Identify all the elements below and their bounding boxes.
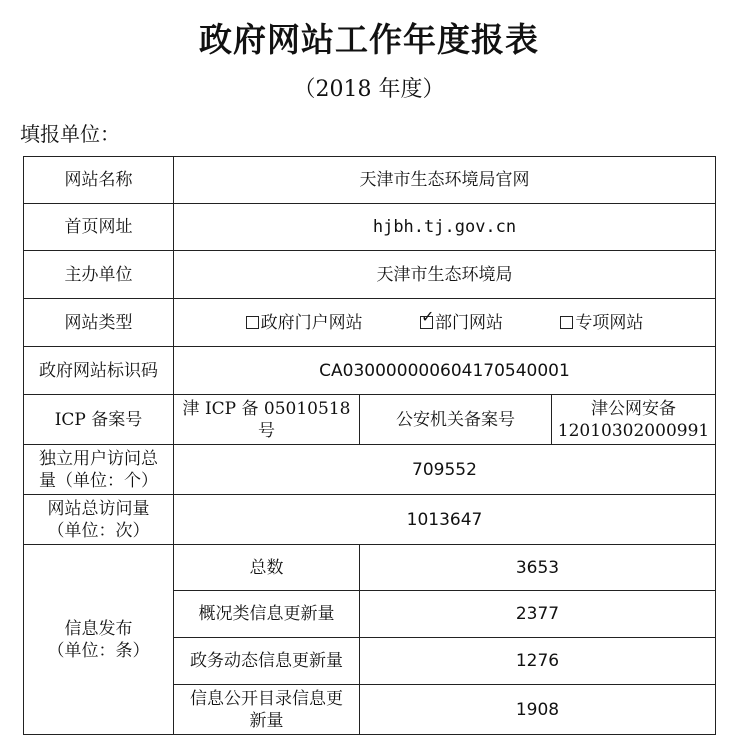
site-id-label: 政府网站标识码 [24,347,174,395]
table-row [24,299,716,347]
total-visits-label: 网站总访问量 （单位：次） [24,495,174,545]
icp-value: 津 ICP 备 05010518 号 [174,395,360,445]
checkbox-empty[interactable] [246,316,259,329]
icp-label: ICP 备案号 [24,395,174,445]
unique-visitors-value: 709552 [174,445,716,495]
info-publish-label: 信息发布 （单位：条） [24,545,174,735]
table-row [24,445,716,495]
report-year: （2018 年度） [293,77,445,102]
table-row [24,495,716,545]
site-type-options [174,299,716,347]
overview-update-value: 2377 [360,591,716,638]
table-row [24,204,716,251]
organizer-label: 主办单位 [24,251,174,299]
unique-visitors-label: 独立用户访问总 量（单位：个） [24,445,174,495]
total-visits-value: 1013647 [174,495,716,545]
report-table [23,156,716,735]
overview-update-label: 概况类信息更新量 [174,591,360,638]
check-mark-icon: ✓ [421,306,435,326]
filler-label: 填报单位： [20,122,120,146]
homepage-label: 首页网址 [24,204,174,251]
checkbox-empty[interactable] [560,316,573,329]
organizer-value: 天津市生态环境局 [174,251,716,299]
site-type-option-department[interactable]: ✓ 部门网站 [421,306,503,333]
catalog-update-label: 信息公开目录信息更 新量 [174,685,360,735]
site-name-label: 网站名称 [24,157,174,204]
site-id-value: CA030000000604170540001 [174,347,716,395]
site-type-option-special[interactable]: 专项网站 [560,312,643,334]
table-row [24,395,716,445]
table-row [24,251,716,299]
homepage-url[interactable]: hjbh.tj.gov.cn [174,204,716,251]
police-record-value: 津公网安备 12010302000991 [552,395,716,445]
news-update-value: 1276 [360,638,716,685]
table-row [24,545,716,591]
info-total-value: 3653 [360,545,716,591]
news-update-label: 政务动态信息更新量 [174,638,360,685]
site-type-option-portal[interactable]: 政府门户网站 [246,312,363,334]
table-row [24,347,716,395]
info-total-label: 总数 [174,545,360,591]
catalog-update-value: 1908 [360,685,716,735]
site-name-value: 天津市生态环境局官网 [174,157,716,204]
site-type-label: 网站类型 [24,299,174,347]
table-row [24,157,716,204]
page-title: 政府网站工作年度报表 [199,20,539,59]
police-record-label: 公安机关备案号 [360,395,552,445]
checkbox-checked[interactable] [420,306,435,329]
